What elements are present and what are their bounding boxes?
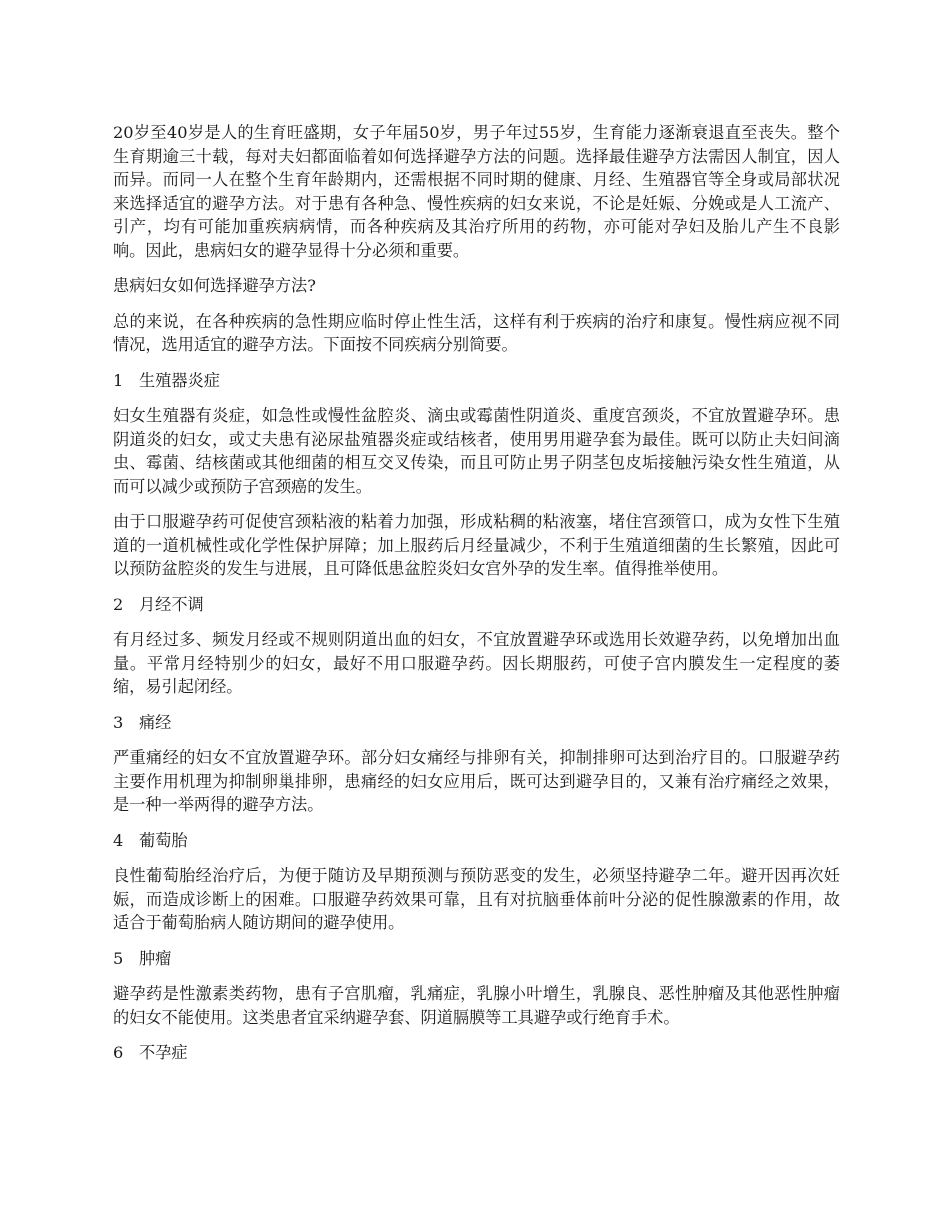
section-number: 6 [113,1043,124,1062]
section-heading-1 [113,369,840,393]
section-title: 痛经 [139,712,172,732]
section-title: 月经不调 [139,594,204,614]
section-number: 1 [113,370,124,390]
section-heading-3 [113,711,840,735]
section-title: 葡萄胎 [139,830,188,850]
question-heading: 患病妇女如何选择避孕方法? [113,276,316,295]
summary-paragraph: 总的来说，在各种疾病的急性期应临时停止性生活，这样有利于疾病的治疗和康复。慢性病应视不同情况，选用适宜的避孕方法。下面按不同疾病分别简要。 [113,311,840,354]
section-heading-5 [113,947,840,971]
section-number: 4 [113,830,124,850]
section-heading-4 [113,829,840,853]
section-number: 3 [113,712,124,732]
section-heading-6 [113,1041,840,1065]
section-paragraph: 有月经过多、频发月经或不规则阴道出血的妇女，不宜放置避孕环或选用长效避孕药，以免增加出血量。平常月经特别少的妇女，最好不用口服避孕药。因长期服药，可使子宫内膜发生一定程度的萎缩，易引起闭经。 [113,630,840,696]
document-page [113,121,840,1077]
section-title: 不孕症 [139,1043,188,1062]
section-paragraph: 妇女生殖器有炎症，如急性或慢性盆腔炎、滴虫或霉菌性阴道炎、重度宫颈炎，不宜放置避孕环。患阴道炎的妇女，或丈夫患有泌尿盐殖器炎症或结核者，使用男用避孕套为最佳。既可以防止夫妇间滴虫、霉菌、结核菌或其他细菌的相互交叉传染，而且可防止男子阴茎包皮垢接触污染女性生殖道，从而可以减少或预防子宫颈癌的发生。 [113,406,840,496]
section-paragraph: 由于口服避孕药可促使宫颈粘液的粘着力加强，形成粘稠的粘液塞，堵住宫颈管口，成为女性下生殖道的一道机械性或化学性保护屏障；加上服药后月经量减少，不利于生殖道细菌的生长繁殖，因此可以预防盆腔炎的发生与进展，且可降低患盆腔炎妇女宫外孕的发生率。值得推举使用。 [113,512,840,578]
section-number: 5 [113,948,124,968]
section-heading-2 [113,593,840,617]
section-paragraph: 严重痛经的妇女不宜放置避孕环。部分妇女痛经与排卵有关，抑制排卵可达到治疗目的。口服避孕药主要作用机理为抑制卵巢排卵，患痛经的妇女应用后，既可达到避孕目的，又兼有治疗痛经之效果，是一种一举两得的避孕方法。 [113,748,840,814]
section-title: 生殖器炎症 [139,370,220,390]
intro-paragraph: 20岁至40岁是人的生育旺盛期，女子年届50岁，男子年过55岁，生育能力逐渐衰退直至丧失。整个生育期逾三十载，每对夫妇都面临着如何选择避孕方法的问题。选择最佳避孕方法需因人制宜，因人而异。而同一人在整个生育年龄期内，还需根据不同时期的健康、月经、生殖器官等全身或局部状况来选择适宜的避孕方法。对于患有各种急、慢性疾病的妇女来说，不论是妊娠、分娩或是人工流产、引产，均有可能加重疾病病情，而各种疾病及其治疗所用的药物，亦可能对孕妇及胎儿产生不良影响。因此，患病妇女的避孕显得十分必须和重要。 [113,123,840,260]
section-paragraph: 避孕药是性激素类药物，患有子宫肌瘤，乳痛症，乳腺小叶增生，乳腺良、恶性肿瘤及其他恶性肿瘤的妇女不能使用。这类患者宜采纳避孕套、阴道膈膜等工具避孕或行绝育手术。 [113,984,840,1027]
section-paragraph: 良性葡萄胎经治疗后，为便于随访及早期预测与预防恶变的发生，必须坚持避孕二年。避开因再次妊娠，而造成诊断上的困难。口服避孕药效果可靠，且有对抗脑垂体前叶分泌的促性腺激素的作用，故适合于葡萄胎病人随访期间的避孕使用。 [113,866,840,932]
section-number: 2 [113,594,124,614]
section-title: 肿瘤 [139,948,172,968]
